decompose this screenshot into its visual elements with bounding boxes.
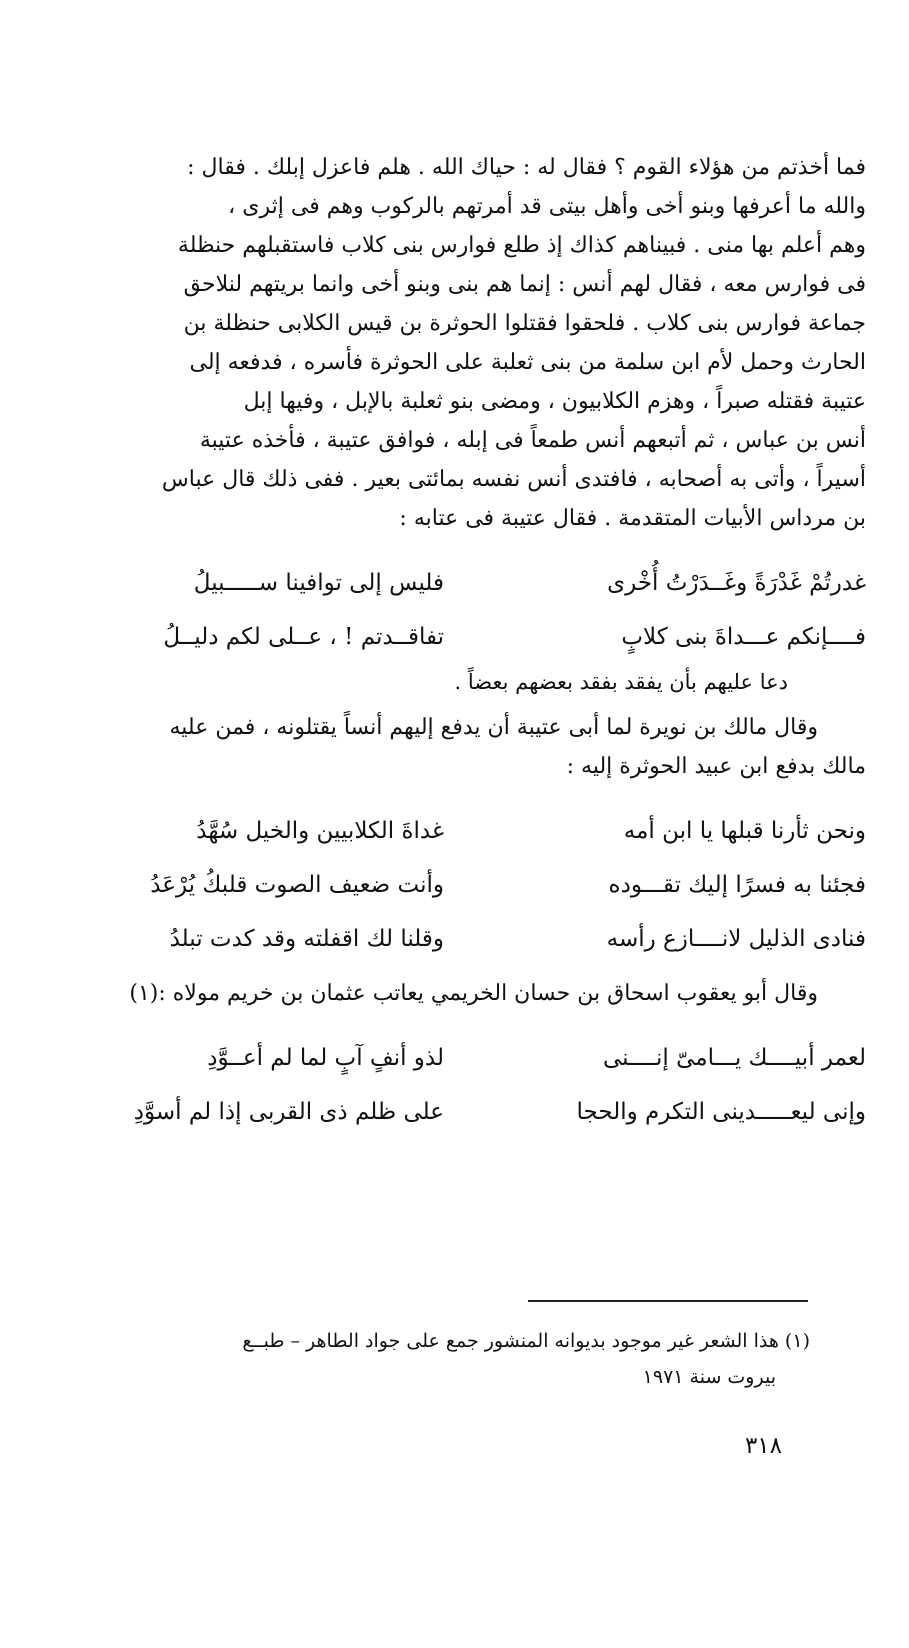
verse-line	[54, 1085, 866, 1139]
verse-second-hemistich: وقلنا لك اقفلته وقد كدت تبلدُ	[169, 926, 444, 952]
verse-line	[54, 804, 866, 858]
verse-line	[54, 1031, 866, 1085]
text-line: فى فوارس معه ، فقال لهم أنس : إنما هم بنى وبنو أخى وانما بريتهم لنلاحق	[183, 272, 866, 297]
verse-second-hemistich: على ظلم ذى القربى إذا لم أسوَّدِ	[133, 1099, 444, 1125]
text-line: وهم أعلم بها منى . فبيناهم كذاك إذ طلع فوارس بنى كلاب فاستقبلهم حنظلة	[177, 233, 866, 258]
page-number: ٣١٨	[744, 1433, 782, 1459]
verse-second-hemistich: غداةَ الكلابيين والخيل سُهَّدُ	[196, 818, 444, 844]
text-line: مالك بدفع ابن عبيد الحوثرة إليه :	[566, 754, 866, 779]
verse-first-hemistich: فــــإنكم عـــداةَ بنى كلابٍ	[621, 624, 866, 650]
verse-line	[54, 556, 866, 610]
verse-second-hemistich: فليس إلى توافينا ســـــبيلُ	[193, 570, 444, 596]
paragraph-main	[54, 148, 866, 538]
verse-second-hemistich: لذو أنفٍ آبٍ لما لم أعــوَّدِ	[207, 1045, 444, 1071]
verse-second-hemistich: وأنت ضعيف الصوت قلبكُ يُرْعَدُ	[150, 872, 444, 898]
poem-second	[54, 804, 866, 966]
paragraph-khuraymi	[54, 974, 866, 1013]
verse-second-hemistich: تفاقــدتم ! ، عــلى لكم دليــلُ	[163, 624, 444, 650]
text-line: أنس بن عباس ، ثم أتبعهم أنس طمعاً فى إبله ، فوافق عتيبة ، فأخذه عتيبة	[199, 428, 866, 453]
footnote-line: (١) هذا الشعر غير موجود بديوانه المنشور جمع على جواد الطاهر – طبــع	[242, 1330, 810, 1352]
footnote-divider	[528, 1300, 808, 1302]
text-line: الحارث وحمل لأم ابن سلمة من بنى ثعلبة على الحوثرة فأسره ، فدفعه إلى	[189, 350, 866, 375]
verse-first-hemistich: غدرتُمْ غَدْرَةً وغَــدَرْتُ أُخْرى	[607, 570, 866, 596]
verse-first-hemistich: ونحن ثأرنا قبلها يا ابن أمه	[623, 818, 866, 844]
text-line: جماعة فوارس بنى كلاب . فلحقوا فقتلوا الحوثرة بن قيس الكلابى حنظلة بن	[183, 311, 866, 336]
text-line: عتيبة فقتله صبراً ، وهزم الكلابيون ، ومضى بنو ثعلبة بالإبل ، وفيها إبل	[243, 389, 866, 414]
paragraph-malik	[54, 708, 866, 786]
verse-line	[54, 858, 866, 912]
verse-first-hemistich: وإنى ليعـــــدينى التكرم والحجا	[576, 1099, 866, 1125]
footnote	[70, 1323, 810, 1395]
page-body	[54, 148, 866, 1147]
verse-gloss: دعا عليهم بأن يفقد بفقد بعضهم بعضاً .	[454, 670, 788, 694]
verse-first-hemistich: فجئنا به فسرًا إليك تقـــوده	[608, 872, 866, 898]
verse-line	[54, 610, 866, 664]
verse-line	[54, 912, 866, 966]
poem-third	[54, 1031, 866, 1139]
text-line: أسيراً ، وأتى به أصحابه ، فافتدى أنس نفسه بمائتى بعير . ففى ذلك قال عباس	[161, 467, 866, 492]
verse-first-hemistich: فنادى الذليل لانــــازع رأسه	[606, 926, 866, 952]
text-line: وقال مالك بن نويرة لما أبى عتيبة أن يدفع إليهم أنساً يقتلونه ، فمن عليه	[169, 715, 818, 740]
poem-first	[54, 556, 866, 700]
text-line: بن مرداس الأبيات المتقدمة . فقال عتيبة فى عتابه :	[399, 506, 866, 531]
text-line: فما أخذتم من هؤلاء القوم ؟ فقال له : حياك الله . هلم فاعزل إبلك . فقال :	[187, 155, 866, 180]
footnote-line: بيروت سنة ١٩٧١	[642, 1366, 776, 1388]
text-line: والله ما أعرفها وبنو أخى وأهل بيتى قد أمرتهم بالركوب وهم فى إثرى ،	[228, 194, 866, 219]
text-line: وقال أبو يعقوب اسحاق بن حسان الخريمي يعاتب عثمان بن خريم مولاه :(١)	[129, 981, 818, 1006]
verse-first-hemistich: لعمر أبيــــك يـــامىّ إنــــنى	[602, 1045, 866, 1071]
